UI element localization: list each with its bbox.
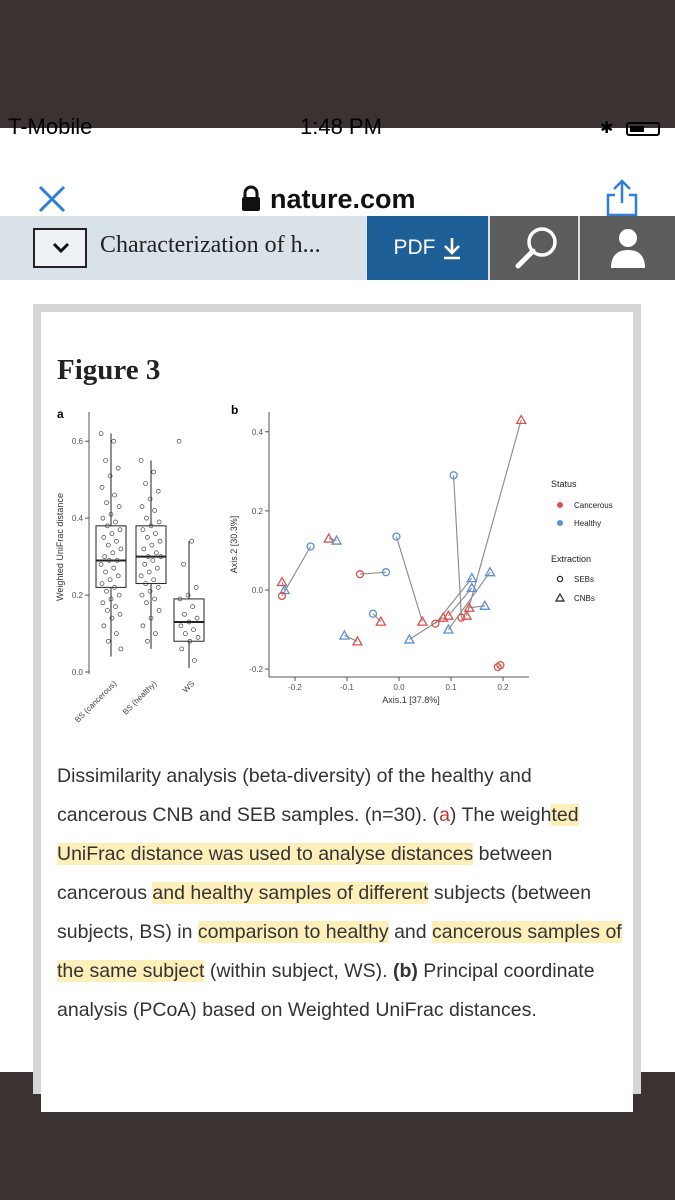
bluetooth-icon: ✱ bbox=[600, 120, 614, 137]
share-icon[interactable] bbox=[604, 178, 640, 218]
data-point bbox=[116, 466, 120, 470]
figure-card bbox=[41, 312, 633, 1112]
data-point bbox=[108, 578, 112, 582]
figure-3-chart[interactable] bbox=[41, 312, 633, 752]
battery-icon bbox=[626, 122, 660, 136]
y-axis-label: Weighted UniFrac distance bbox=[55, 493, 65, 601]
data-point bbox=[145, 516, 149, 520]
data-point bbox=[110, 532, 114, 536]
status-bar bbox=[0, 114, 675, 140]
account-button[interactable] bbox=[580, 216, 675, 280]
data-point bbox=[140, 505, 144, 509]
data-point bbox=[150, 543, 154, 547]
y-tick-label: 0.6 bbox=[71, 437, 83, 447]
pair-connector bbox=[498, 665, 501, 667]
x-tick-label: -0.1 bbox=[340, 683, 354, 692]
x-tick-label: BS (cancerous) bbox=[73, 679, 119, 725]
data-point bbox=[147, 570, 151, 574]
close-icon[interactable] bbox=[36, 183, 68, 215]
legend-cancerous-swatch bbox=[557, 502, 563, 508]
data-point bbox=[156, 489, 160, 493]
data-point bbox=[177, 439, 181, 443]
data-point bbox=[145, 601, 149, 605]
data-point bbox=[152, 470, 156, 474]
figure-frame bbox=[33, 304, 641, 1094]
data-point bbox=[114, 520, 118, 524]
data-point bbox=[113, 493, 117, 497]
data-point bbox=[99, 562, 103, 566]
seb-healthy-point bbox=[307, 543, 314, 550]
cnb-healthy-point bbox=[467, 574, 476, 582]
caption-panel-a-link[interactable]: a bbox=[439, 804, 450, 826]
data-point bbox=[180, 647, 184, 651]
legend-seb-label: SEBs bbox=[574, 575, 595, 584]
data-point bbox=[179, 624, 183, 628]
data-point bbox=[183, 612, 187, 616]
data-point bbox=[103, 555, 107, 559]
x-axis-label: Axis.1 [37.8%] bbox=[382, 695, 440, 705]
data-point bbox=[154, 532, 158, 536]
data-point bbox=[105, 501, 109, 505]
data-point bbox=[143, 562, 147, 566]
pdf-label: PDF bbox=[393, 236, 436, 259]
caption-part-1: Dissimilarity analysis (beta-diversity) of the healthy and cancerous CNB and SEB samples. (n=30). ( bbox=[57, 765, 532, 826]
y-tick-label: 0.0 bbox=[71, 668, 83, 677]
data-point bbox=[157, 520, 161, 524]
data-point bbox=[105, 589, 109, 593]
pair-connector bbox=[467, 420, 522, 616]
x-tick-label: BS (healthy) bbox=[120, 679, 159, 717]
data-point bbox=[106, 639, 110, 643]
x-tick-label: 0.1 bbox=[445, 683, 457, 692]
y-tick-label: 0.4 bbox=[251, 427, 263, 437]
caption-part-2: ) The weighted UniFrac distance was used to analyse distances between cancerous and healthy samples of different subjects (between subjects, BS) in comparison to healthy and cancerous samples of the same subject (within subject, WS). bbox=[57, 804, 622, 982]
data-point bbox=[105, 608, 109, 612]
caption-panel-b: (b) bbox=[392, 960, 418, 982]
data-point bbox=[196, 635, 200, 639]
article-toolbar bbox=[0, 216, 675, 280]
pdf-button[interactable] bbox=[367, 216, 488, 280]
data-point bbox=[195, 616, 199, 620]
data-point bbox=[192, 658, 196, 662]
data-point bbox=[118, 528, 122, 532]
data-point bbox=[145, 535, 149, 539]
panel-b bbox=[229, 403, 613, 705]
phone-screen bbox=[0, 114, 675, 1072]
legend-healthy-swatch bbox=[557, 520, 563, 526]
browser-toolbar bbox=[0, 146, 675, 216]
url-text: nature.com bbox=[270, 183, 416, 214]
y-tick-label: 0.2 bbox=[71, 591, 83, 601]
x-tick-label: 0.2 bbox=[497, 683, 509, 692]
data-point bbox=[140, 593, 144, 597]
data-point bbox=[100, 485, 104, 489]
data-point bbox=[104, 570, 108, 574]
legend-cnb-swatch bbox=[556, 594, 564, 601]
panel-a bbox=[55, 407, 204, 724]
data-point bbox=[153, 508, 157, 512]
data-point bbox=[152, 578, 156, 582]
data-point bbox=[112, 439, 116, 443]
data-point bbox=[154, 551, 158, 555]
data-point bbox=[102, 624, 106, 628]
data-point bbox=[194, 585, 198, 589]
chevron-down-icon bbox=[52, 242, 70, 254]
data-point bbox=[141, 528, 145, 532]
data-point bbox=[154, 632, 158, 636]
data-point bbox=[191, 605, 195, 609]
data-point bbox=[190, 539, 194, 543]
search-icon bbox=[512, 223, 562, 273]
data-point bbox=[158, 539, 162, 543]
y-tick-label: 0.2 bbox=[251, 506, 263, 516]
figure-heading: Figure 3 bbox=[57, 354, 161, 386]
data-point bbox=[104, 458, 108, 462]
data-point bbox=[111, 551, 115, 555]
data-point bbox=[114, 605, 118, 609]
download-icon bbox=[442, 237, 462, 259]
url-field[interactable] bbox=[240, 182, 416, 216]
legend-status-title: Status bbox=[551, 479, 577, 489]
data-point bbox=[145, 639, 149, 643]
legend-healthy-label: Healthy bbox=[574, 519, 602, 528]
data-point bbox=[142, 547, 146, 551]
article-title[interactable]: Characterization of h... bbox=[100, 232, 321, 258]
y-tick-label: 0.0 bbox=[251, 585, 263, 595]
data-point bbox=[139, 458, 143, 462]
data-point bbox=[139, 574, 143, 578]
data-point bbox=[156, 585, 160, 589]
data-point bbox=[101, 601, 105, 605]
data-point bbox=[183, 632, 187, 636]
data-point bbox=[141, 624, 145, 628]
search-button[interactable] bbox=[490, 216, 578, 280]
data-point bbox=[118, 612, 122, 616]
panel-b-letter: b bbox=[231, 403, 239, 417]
data-point bbox=[182, 562, 186, 566]
legend-cancerous-label: Cancerous bbox=[574, 501, 613, 510]
data-point bbox=[100, 582, 104, 586]
user-icon bbox=[608, 226, 648, 270]
data-point bbox=[117, 593, 121, 597]
legend-cnb-label: CNBs bbox=[574, 594, 595, 603]
legend-extraction-title: Extraction bbox=[551, 554, 592, 564]
data-point bbox=[144, 482, 148, 486]
pair-connector bbox=[396, 537, 422, 622]
data-point bbox=[153, 597, 157, 601]
data-point bbox=[157, 608, 161, 612]
carrier-label: T-Mobile bbox=[8, 114, 93, 139]
data-point bbox=[116, 574, 120, 578]
lock-icon bbox=[240, 186, 262, 212]
legend-seb-swatch bbox=[557, 576, 562, 581]
data-point bbox=[101, 516, 105, 520]
data-point bbox=[151, 558, 155, 562]
seb-healthy-point bbox=[393, 533, 400, 540]
cnb-cancerous-point bbox=[324, 534, 333, 542]
data-point bbox=[114, 539, 118, 543]
cnb-healthy-point bbox=[480, 601, 489, 609]
y-tick-label: -0.2 bbox=[249, 665, 263, 675]
data-point bbox=[117, 505, 121, 509]
data-point bbox=[119, 647, 123, 651]
data-point bbox=[114, 632, 118, 636]
cnb-healthy-point bbox=[486, 568, 495, 576]
data-point bbox=[102, 535, 106, 539]
panel-a-letter: a bbox=[57, 407, 64, 421]
data-point bbox=[192, 628, 196, 632]
cnb-healthy-point bbox=[340, 631, 349, 639]
cnb-cancerous-point bbox=[517, 415, 526, 423]
y-tick-label: 0.4 bbox=[71, 514, 83, 524]
data-point bbox=[119, 547, 123, 551]
y-axis-label: Axis.2 [30.3%] bbox=[229, 515, 239, 574]
caption-part-3: Principal coordinate analysis (PCoA) based on Weighted UniFrac distances. bbox=[57, 960, 595, 1021]
data-point bbox=[99, 432, 103, 436]
data-point bbox=[106, 543, 110, 547]
time-label: 1:48 PM bbox=[300, 114, 382, 139]
cnb-cancerous-point bbox=[278, 578, 287, 586]
article-menu-button[interactable] bbox=[33, 228, 87, 268]
x-tick-label: 0.0 bbox=[393, 683, 405, 692]
data-point bbox=[112, 566, 116, 570]
data-point bbox=[155, 566, 159, 570]
figure-caption bbox=[57, 757, 627, 1030]
x-tick-label: WS bbox=[180, 679, 197, 695]
x-tick-label: -0.2 bbox=[288, 683, 302, 692]
